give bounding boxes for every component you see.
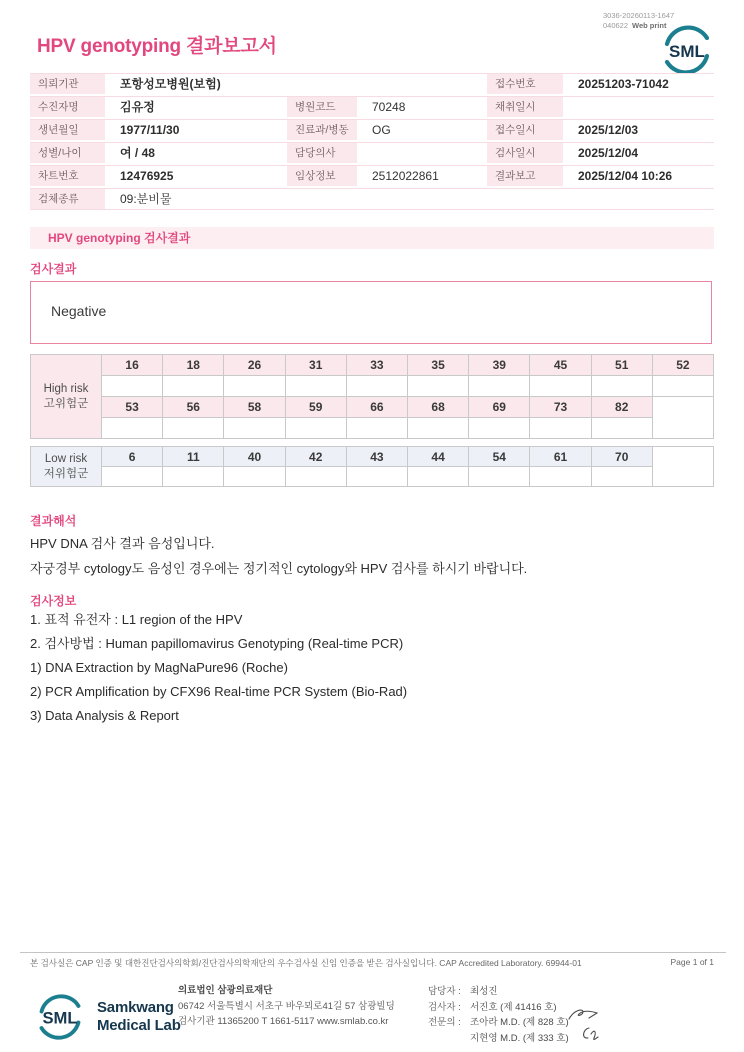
low-risk-label-ko: 저위험군 xyxy=(43,467,89,480)
test-info-line: 1) DNA Extraction by MagNaPure96 (Roche) xyxy=(30,660,288,675)
info-label-specimen-type: 검체종류 xyxy=(30,189,105,209)
sml-logo-icon xyxy=(30,993,90,1041)
info-value-requesting-org: 포항성모병원(보험) xyxy=(108,74,484,94)
low-risk-header xyxy=(31,447,102,487)
test-info-line: 1. 표적 유전자 : L1 region of the HPV xyxy=(30,612,243,627)
result-empty-cell xyxy=(102,467,163,487)
org-name: 의료법인 삼광의료재단 xyxy=(178,985,273,996)
hpv-type-cell: 68 xyxy=(408,397,469,418)
staff-row: 검사자 : 서진호 (제 41416 호) xyxy=(428,1001,557,1013)
signature-icon xyxy=(580,1026,600,1042)
hpv-type-cell: 6 xyxy=(102,447,163,467)
info-row xyxy=(30,73,714,94)
low-risk-table xyxy=(30,446,714,487)
result-empty-cell xyxy=(408,376,469,397)
result-value: Negative xyxy=(51,303,107,319)
hpv-type-cell: 58 xyxy=(224,397,285,418)
result-empty-cell xyxy=(286,376,347,397)
result-empty-cell xyxy=(653,376,714,397)
result-empty-cell xyxy=(530,467,591,487)
section-band-test-result: HPV genotyping 검사결과 xyxy=(30,227,714,249)
lab-name: Samkwang Medical Lab xyxy=(97,999,181,1034)
result-empty-cell xyxy=(163,376,224,397)
signature-icon xyxy=(567,1008,601,1022)
info-row xyxy=(30,96,714,117)
result-empty-cell xyxy=(530,418,591,439)
result-empty-cell xyxy=(286,467,347,487)
high-risk-header xyxy=(31,355,102,439)
interpretation-line: 자궁경부 cytology도 음성인 경우에는 정기적인 cytology와 HPV 검사를 하시기 바랍니다. xyxy=(30,561,528,576)
hpv-type-cell: 53 xyxy=(102,397,163,418)
staff-block xyxy=(428,984,569,1046)
hpv-type-cell: 69 xyxy=(469,397,530,418)
result-empty-cell xyxy=(592,418,653,439)
patient-info-table xyxy=(30,73,714,212)
org-contact: 검사기관 11365200 T 1661-5117 www.smlab.co.kr xyxy=(178,1016,389,1027)
result-empty-cell xyxy=(224,376,285,397)
hpv-type-cell: 44 xyxy=(408,447,469,467)
test-info-line: 3) Data Analysis & Report xyxy=(30,708,179,723)
hpv-type-cell: 26 xyxy=(224,355,285,376)
high-risk-label-en: High risk xyxy=(43,382,89,395)
info-row xyxy=(30,188,714,210)
result-empty-cell xyxy=(653,447,714,487)
result-empty-cell xyxy=(224,467,285,487)
result-empty-cell xyxy=(163,418,224,439)
info-value-patient-name: 김유정 xyxy=(108,97,284,117)
info-row xyxy=(30,119,714,140)
hpv-type-cell: 70 xyxy=(592,447,653,467)
result-empty-cell xyxy=(286,418,347,439)
test-info-text xyxy=(30,608,407,728)
hpv-type-cell: 40 xyxy=(224,447,285,467)
info-value-chart-no: 12476925 xyxy=(108,166,284,186)
web-print-label: Web print xyxy=(632,20,667,30)
info-label-patient-name: 수진자명 xyxy=(30,97,105,117)
hpv-type-cell: 18 xyxy=(163,355,224,376)
info-value-accession-no: 20251203-71042 xyxy=(566,74,714,94)
info-value-specimen-type: 09:분비물 xyxy=(108,189,714,209)
info-value-hospital-code: 70248 xyxy=(360,97,484,117)
high-risk-table xyxy=(30,354,714,439)
info-value-received-date: 2025/12/03 xyxy=(566,120,714,140)
test-info-line: 2. 검사방법 : Human papillomavirus Genotyping (Real-time PCR) xyxy=(30,636,404,651)
info-label-hospital-code: 병원코드 xyxy=(287,97,357,117)
info-label-clinical-info: 임상정보 xyxy=(287,166,357,186)
hpv-type-cell: 39 xyxy=(469,355,530,376)
result-empty-cell xyxy=(530,376,591,397)
print-code: 3036-20260113-1647 xyxy=(603,11,675,20)
hpv-type-cell: 33 xyxy=(347,355,408,376)
footer-divider xyxy=(20,952,726,953)
staff-row: 전문의 : 조아라 M.D. (제 828 호) xyxy=(428,1017,569,1028)
hpv-type-cell: 82 xyxy=(592,397,653,418)
info-row xyxy=(30,142,714,163)
info-value-clinical-info: 2512022861 xyxy=(360,166,484,186)
page-title: HPV genotyping 결과보고서 xyxy=(37,36,277,57)
result-empty-cell xyxy=(469,418,530,439)
hpv-type-cell: 11 xyxy=(163,447,224,467)
result-empty-cell xyxy=(592,467,653,487)
result-box xyxy=(30,281,712,344)
test-info-heading: 검사정보 xyxy=(30,594,77,608)
staff-row: 지현영 M.D. (제 333 호) xyxy=(470,1032,569,1044)
org-address: 06742 서울특별시 서초구 바우뫼로41길 57 삼광빌딩 xyxy=(178,1000,395,1012)
sml-logo-text: SML xyxy=(669,42,705,61)
interpretation-text xyxy=(30,531,527,581)
info-label-requesting-org: 의뢰기관 xyxy=(30,74,105,94)
info-value-test-date: 2025/12/04 xyxy=(566,143,714,163)
info-label-test-date: 검사일시 xyxy=(487,143,563,163)
info-label-chart-no: 차트번호 xyxy=(30,166,105,186)
info-value-physician xyxy=(360,143,484,163)
print-code-line2: 040622 Web print xyxy=(603,20,667,30)
info-value-birth-date: 1977/11/30 xyxy=(108,120,284,140)
info-value-report-date: 2025/12/04 10:26 xyxy=(566,166,714,186)
info-label-birth-date: 생년월일 xyxy=(30,120,105,140)
result-empty-cell xyxy=(408,418,469,439)
sml-logo-text: SML xyxy=(42,1008,78,1028)
result-heading: 검사결과 xyxy=(30,262,77,276)
cap-disclaimer: 본 검사실은 CAP 인증 및 대한진단검사의학회/진단검사의학재단의 우수검사실 신임 인증을 받은 검사실입니다. CAP Accredited Laboratory. 69944-01 xyxy=(30,958,582,968)
footer-logo xyxy=(30,993,181,1041)
info-label-collection-date: 채취일시 xyxy=(487,97,563,117)
result-empty-cell xyxy=(102,376,163,397)
page-number: Page 1 of 1 xyxy=(670,957,714,967)
result-empty-cell xyxy=(653,397,714,439)
hpv-type-cell: 35 xyxy=(408,355,469,376)
info-label-received-date: 접수일시 xyxy=(487,120,563,140)
result-empty-cell xyxy=(224,418,285,439)
result-empty-cell xyxy=(163,467,224,487)
hpv-type-cell: 61 xyxy=(530,447,591,467)
result-empty-cell xyxy=(592,376,653,397)
info-label-sex-age: 성별/나이 xyxy=(30,143,105,163)
hpv-type-cell: 16 xyxy=(102,355,163,376)
result-empty-cell xyxy=(347,467,408,487)
result-empty-cell xyxy=(102,418,163,439)
hpv-type-cell: 51 xyxy=(592,355,653,376)
interpretation-line: HPV DNA 검사 결과 음성입니다. xyxy=(30,536,215,551)
result-empty-cell xyxy=(408,467,469,487)
hpv-type-cell: 73 xyxy=(530,397,591,418)
hpv-type-cell: 59 xyxy=(286,397,347,418)
info-value-department: OG xyxy=(360,120,484,140)
result-empty-cell xyxy=(469,467,530,487)
hpv-type-cell: 66 xyxy=(347,397,408,418)
hpv-type-cell: 56 xyxy=(163,397,224,418)
hpv-type-cell: 54 xyxy=(469,447,530,467)
hpv-type-cell: 52 xyxy=(653,355,714,376)
info-label-department: 진료과/병동 xyxy=(287,120,357,140)
result-empty-cell xyxy=(347,376,408,397)
info-row xyxy=(30,165,714,186)
lab-org-info xyxy=(178,983,395,1030)
interpretation-heading: 결과해석 xyxy=(30,514,77,528)
hpv-type-cell: 43 xyxy=(347,447,408,467)
result-empty-cell xyxy=(469,376,530,397)
info-label-accession-no: 접수번호 xyxy=(487,74,563,94)
info-label-physician: 담당의사 xyxy=(287,143,357,163)
result-empty-cell xyxy=(347,418,408,439)
info-label-report-date: 결과보고 xyxy=(487,166,563,186)
hpv-type-cell: 45 xyxy=(530,355,591,376)
low-risk-label-en: Low risk xyxy=(44,452,88,465)
staff-row: 담당자 : 최성진 xyxy=(428,986,498,997)
hpv-type-cell: 42 xyxy=(286,447,347,467)
info-value-sex-age: 여 / 48 xyxy=(108,143,284,163)
test-info-line: 2) PCR Amplification by CFX96 Real-time PCR System (Bio-Rad) xyxy=(30,684,408,699)
info-value-collection-date xyxy=(566,97,714,117)
hpv-type-cell: 31 xyxy=(286,355,347,376)
high-risk-label-ko: 고위험군 xyxy=(43,397,89,410)
